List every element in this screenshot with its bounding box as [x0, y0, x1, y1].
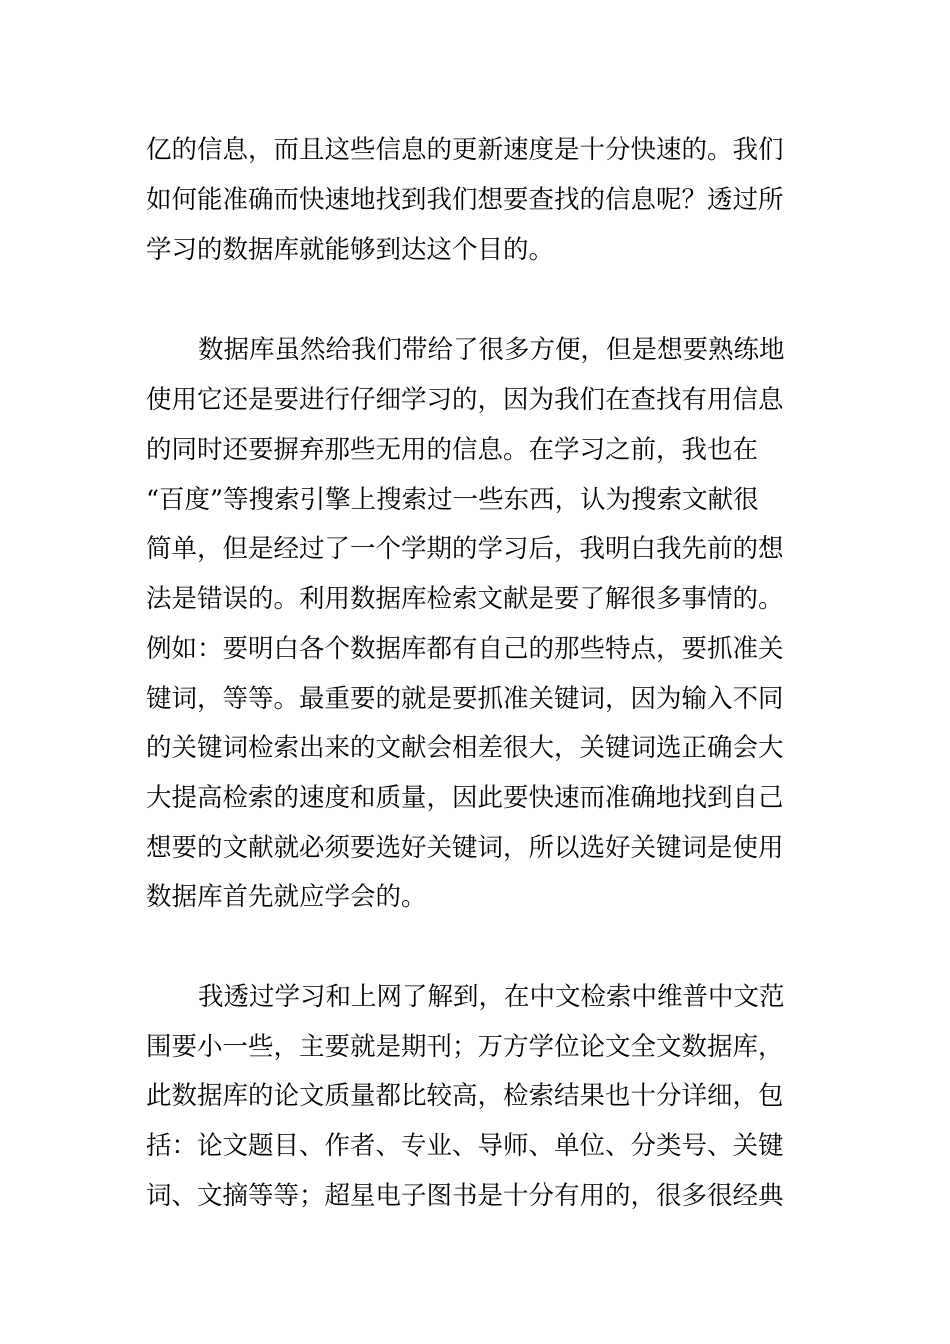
text-line: 学习的数据库就能够到达这个目的。	[146, 235, 555, 265]
text-line: 使用它还是要进行仔细学习的，因为我们在查找有用信息	[146, 385, 784, 415]
text-line: 词、文摘等等；超星电子图书是十分有用的，很多很经典	[146, 1181, 784, 1211]
text-line: 此数据库的论文质量都比较高，检索结果也十分详细，包	[146, 1081, 784, 1111]
text-line: 例如：要明白各个数据库都有自己的那些特点，要抓准关	[146, 634, 784, 664]
text-line: 的同时还要摒弃那些无用的信息。在学习之前，我也在	[146, 435, 759, 465]
text-line: 数据库首先就应学会的。	[146, 882, 427, 912]
text-line: 亿的信息，而且这些信息的更新速度是十分快速的。我们	[146, 135, 784, 165]
text-line: “百度”等搜索引擎上搜索过一些东西，认为搜索文献很	[146, 485, 759, 515]
text-line: 简单，但是经过了一个学期的学习后，我明白我先前的想	[146, 534, 784, 564]
text-line: 法是错误的。利用数据库检索文献是要了解很多事情的。	[146, 584, 784, 614]
text-line: 的关键词检索出来的文献会相差很大，关键词选正确会大	[146, 733, 784, 763]
text-line: 想要的文献就必须要选好关键词，所以选好关键词是使用	[146, 833, 784, 863]
text-line: 数据库虽然给我们带给了很多方便，但是想要熟练地	[198, 335, 785, 365]
text-line: 围要小一些，主要就是期刊；万方学位论文全文数据库，	[146, 1032, 784, 1062]
text-line: 如何能准确而快速地找到我们想要查找的信息呢？透过所	[146, 185, 784, 215]
text-line: 键词，等等。最重要的就是要抓准关键词，因为输入不同	[146, 684, 784, 714]
text-line: 我透过学习和上网了解到，在中文检索中维普中文范	[198, 982, 785, 1012]
text-line: 括：论文题目、作者、专业、导师、单位、分类号、关键	[146, 1131, 784, 1161]
text-line: 大提高检索的速度和质量，因此要快速而准确地找到自己	[146, 783, 784, 813]
